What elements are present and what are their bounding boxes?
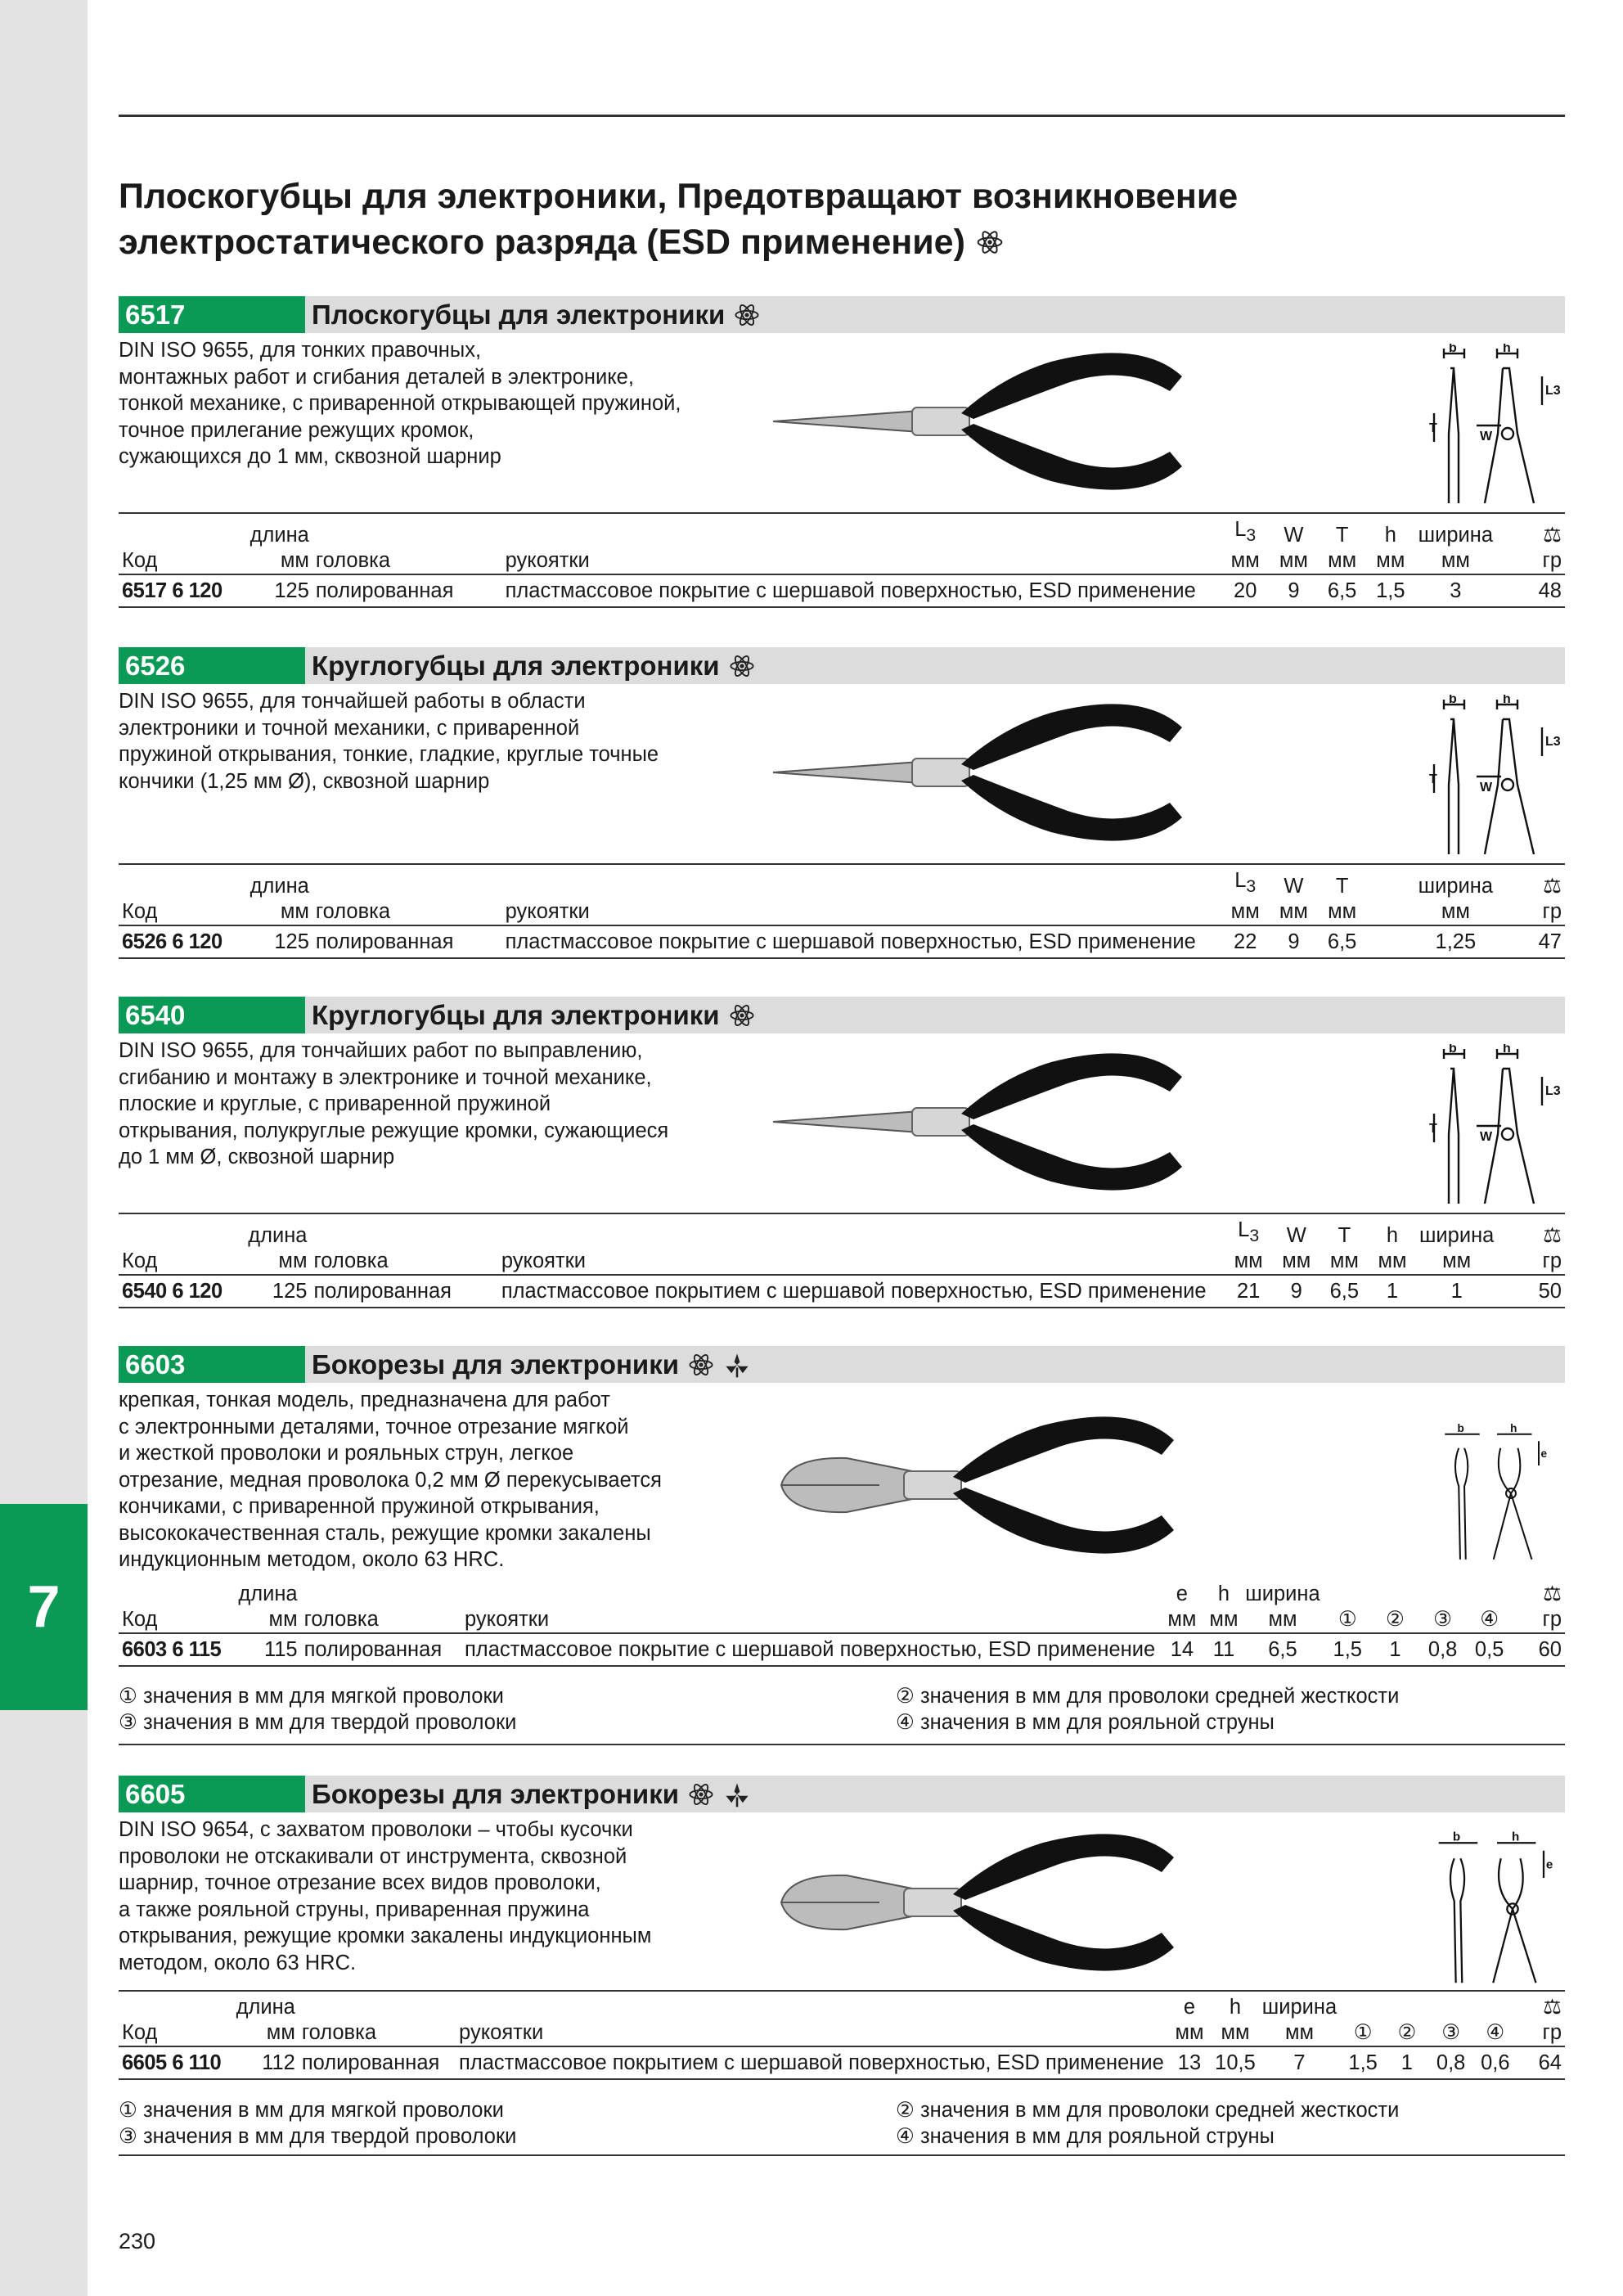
col-e: e (1176, 1582, 1188, 1605)
cell: 64 (1517, 2046, 1565, 2079)
col-wire-soft: ① (1324, 1607, 1372, 1633)
col-T: T (1335, 524, 1349, 547)
product-code: 6540 6 120 (119, 1275, 232, 1308)
section-code: 6603 (119, 1346, 305, 1383)
unit: мм (1224, 1249, 1274, 1275)
unit: мм (1317, 548, 1368, 574)
section-code: 6526 (119, 647, 305, 684)
unit: гр (1498, 1249, 1565, 1275)
cell: 48 (1498, 574, 1565, 607)
cell: 10,5 (1212, 2046, 1259, 2079)
unit: мм (1414, 899, 1497, 925)
unit: мм (1317, 899, 1368, 925)
table-units-row (119, 548, 1565, 574)
desc-line: проволоки не отскакивали от инструмента, сквозной (119, 1844, 627, 1868)
page-title-line2: электростатического разряда (ESD применение) (119, 223, 965, 262)
section-name: Плоскогубцы для электроники (312, 299, 726, 330)
section-name: Круглогубцы для электроники (312, 1000, 720, 1030)
footnote: ③ значения в мм для твердой проволоки (119, 2125, 517, 2148)
desc-line: сгибанию и монтажу в электронике и точной механике, (119, 1065, 652, 1089)
unit: мм (1259, 2020, 1340, 2046)
unit: гр (1498, 548, 1565, 574)
cell: 6,5 (1242, 1633, 1323, 1666)
section-name: Бокорезы для электроники (312, 1349, 680, 1380)
section-description (119, 1038, 765, 1171)
desc-line: плоские и круглые, с приваренной пружиной (119, 1092, 551, 1115)
unit: мм (1270, 899, 1317, 925)
desc-line: до 1 мм Ø, сквозной шарнир (119, 1146, 395, 1168)
col-code: Код (119, 1607, 225, 1633)
unit: мм (225, 2020, 299, 2046)
cell: 115 (225, 1633, 301, 1666)
desc-line: высококачественная сталь, режущие кромки закалены (119, 1521, 651, 1545)
section-description (119, 1387, 765, 1573)
footnote-left (119, 1683, 888, 1736)
desc-line: крепкая, тонкая модель, предназначена для работ (119, 1389, 610, 1411)
section-end-rule (119, 1744, 1565, 1745)
cutting-edge-icon (723, 1781, 751, 1808)
section-header (119, 296, 1565, 333)
cell: 1,5 (1324, 1633, 1372, 1666)
desc-line: с электронными деталями, точное отрезание мягкой (119, 1415, 629, 1438)
col-width: ширина (1418, 1224, 1495, 1248)
weight-icon: ⚖ (1543, 1224, 1562, 1248)
desc-line: и жесткой проволоки и рояльных струн, легкое (119, 1442, 574, 1465)
cell: полированная (301, 1633, 461, 1666)
left-sidebar (0, 0, 88, 2296)
cell: 11 (1206, 1633, 1243, 1666)
desc-line: монтажных работ и сгибания деталей в электронике, (119, 365, 634, 389)
section-name-wrap (312, 1346, 751, 1383)
page-number: 230 (119, 2229, 156, 2253)
col-h: h (1384, 524, 1396, 547)
col-T: T (1338, 1224, 1351, 1248)
product-code: 6603 6 115 (119, 1633, 225, 1666)
cell: 9 (1270, 925, 1317, 958)
cell: 7 (1259, 2046, 1340, 2079)
spec-table (119, 517, 1565, 608)
cell: 1 (1415, 1275, 1498, 1308)
spec-table (119, 868, 1565, 959)
dimension-diagram (1427, 1044, 1567, 1208)
footnote: ① значения в мм для мягкой проволоки (119, 1685, 504, 1708)
col-h: h (1229, 1996, 1242, 2019)
table-top-rule (119, 1213, 1565, 1214)
unit: мм (1320, 1249, 1369, 1275)
unit: гр (1512, 1607, 1565, 1633)
col-e: e (1183, 1996, 1196, 2019)
cell: 0,6 (1474, 2046, 1517, 2079)
desc-line: открывания, режущие кромки закалены индукционным (119, 1925, 652, 1947)
desc-line: тонкой механике, с приваренной открывающей пружиной, (119, 392, 681, 415)
cell: 1,5 (1368, 574, 1414, 607)
unit: мм (1270, 548, 1317, 574)
page-title (119, 173, 1558, 265)
footnote: ③ значения в мм для твердой проволоки (119, 1711, 517, 1734)
esd-icon (975, 227, 1005, 257)
desc-line: DIN ISO 9655, для тончайших работ по выправлению, (119, 1039, 643, 1062)
table-row[interactable] (119, 2046, 1565, 2079)
col-L3: $L_3$ (1238, 1218, 1260, 1246)
desc-line: DIN ISO 9655, для тончайшей работы в области (119, 690, 586, 713)
col-length: длина (236, 1996, 295, 2019)
esd-icon (687, 1351, 715, 1379)
col-head: головка (299, 2020, 456, 2046)
footnote: ① значения в мм для мягкой проволоки (119, 2099, 504, 2122)
col-length: длина (238, 1582, 298, 1605)
cell: 112 (225, 2046, 299, 2079)
col-W: W (1284, 875, 1304, 898)
col-wire-hard: ③ (1418, 1607, 1467, 1633)
col-W: W (1286, 1224, 1306, 1248)
col-h: h (1386, 1224, 1399, 1248)
table-row[interactable] (119, 1275, 1565, 1308)
cell: 1 (1386, 2046, 1428, 2079)
product-section-6540 (119, 997, 1565, 1324)
weight-icon: ⚖ (1543, 1582, 1562, 1605)
col-handles: рукоятки (502, 899, 1221, 925)
col-width: ширина (1418, 524, 1494, 547)
cell: полированная (312, 574, 502, 607)
unit: мм (1369, 1249, 1415, 1275)
footnote: ② значения в мм для проволоки средней жесткости (896, 2099, 1400, 2122)
section-name-wrap (312, 1776, 751, 1812)
section-code: 6540 (119, 997, 305, 1033)
unit: мм (1415, 1249, 1498, 1275)
table-header-row (119, 517, 1565, 548)
section-name-wrap (312, 997, 756, 1033)
cell: 1,5 (1340, 2046, 1386, 2079)
cutting-edge-icon (723, 1351, 751, 1379)
cell: полированная (310, 1275, 497, 1308)
desc-line: DIN ISO 9654, с захватом проволоки – чтобы кусочки (119, 1818, 633, 1841)
cell: 1,25 (1414, 925, 1497, 958)
table-top-rule (119, 1990, 1565, 1992)
section-name: Бокорезы для электроники (312, 1779, 680, 1809)
table-row[interactable] (119, 925, 1565, 958)
col-handles: рукоятки (502, 548, 1221, 574)
desc-line: шарнир, точное отрезание всех видов проволоки, (119, 1871, 601, 1894)
col-code: Код (119, 548, 232, 574)
section-description (119, 1817, 765, 1976)
unit: мм (1414, 548, 1497, 574)
cell: 50 (1498, 1275, 1565, 1308)
section-header (119, 1346, 1565, 1383)
footnote-right (896, 1683, 1550, 1736)
table-units-row (119, 1249, 1565, 1275)
table-units-row (119, 2020, 1565, 2046)
desc-line: пружиной открывания, тонкие, гладкие, круглые точные (119, 743, 659, 766)
col-head: головка (312, 899, 502, 925)
product-section-6526 (119, 647, 1565, 975)
col-head: головка (301, 1607, 461, 1633)
table-top-rule (119, 863, 1565, 865)
col-width: ширина (1245, 1582, 1320, 1605)
col-length: длина (250, 524, 309, 547)
col-wire-piano: ④ (1467, 1607, 1512, 1633)
section-header (119, 647, 1565, 684)
esd-icon (728, 1002, 756, 1029)
unit: мм (232, 1249, 311, 1275)
section-name-wrap (312, 296, 761, 333)
cell: 6,5 (1317, 574, 1368, 607)
spec-table (119, 1218, 1565, 1308)
spec-table (119, 1582, 1565, 1667)
col-head: головка (310, 1249, 497, 1275)
table-row[interactable] (119, 1633, 1565, 1666)
unit: мм (1274, 1249, 1320, 1275)
unit: мм (225, 1607, 301, 1633)
cell: пластмассовое покрытием с шершавой поверхностью, ESD применение (456, 2046, 1167, 2079)
chapter-tab[interactable]: 7 (0, 1504, 88, 1710)
unit: мм (232, 899, 312, 925)
footnote-right (896, 2097, 1550, 2150)
col-wire-medium: ② (1372, 1607, 1418, 1633)
col-wire-hard: ③ (1428, 2020, 1474, 2046)
pliers-image (757, 1044, 1215, 1200)
cell: 21 (1224, 1275, 1274, 1308)
col-code: Код (119, 1249, 232, 1275)
desc-line: кончики (1,25 мм Ø), сквозной шарнир (119, 769, 490, 793)
desc-line: индукционным методом, около 63 HRC. (119, 1548, 505, 1571)
product-section-6517 (119, 296, 1565, 624)
desc-line: DIN ISO 9655, для тонких правочных, (119, 339, 482, 362)
cell: 125 (232, 925, 312, 958)
section-end-rule (119, 2154, 1565, 2156)
esd-icon (687, 1781, 715, 1808)
section-description (119, 337, 765, 470)
table-top-rule (119, 512, 1565, 514)
desc-line: кончиками, с приваренной пружиной открывания, (119, 1495, 600, 1518)
col-handles: рукоятки (456, 2020, 1167, 2046)
unit: мм (232, 548, 312, 574)
col-L3: $L_3$ (1234, 518, 1257, 546)
cell: 20 (1220, 574, 1270, 607)
unit: мм (1242, 1607, 1323, 1633)
col-W: W (1284, 524, 1304, 547)
footnote-left (119, 2097, 888, 2150)
col-code: Код (119, 2020, 225, 2046)
table-units-row (119, 899, 1565, 925)
col-head: головка (312, 548, 502, 574)
cell: 0,8 (1418, 1633, 1467, 1666)
cell: 125 (232, 574, 312, 607)
unit: мм (1206, 1607, 1243, 1633)
table-row[interactable] (119, 574, 1565, 607)
cell: 9 (1274, 1275, 1320, 1308)
desc-line: сужающихся до 1 мм, сквозной шарнир (119, 445, 501, 468)
col-length: длина (248, 1224, 308, 1248)
cell: пластмассовое покрытие с шершавой поверхностью, ESD применение (502, 574, 1221, 607)
unit: мм (1368, 548, 1414, 574)
page-title-line1: Плоскогубцы для электроники, Предотвращают возникновение (119, 177, 1239, 216)
col-code: Код (119, 899, 232, 925)
product-section-6605 (119, 1776, 1565, 2201)
product-code: 6526 6 120 (119, 925, 232, 958)
cell: 60 (1512, 1633, 1565, 1666)
footnote: ② значения в мм для проволоки средней жесткости (896, 1685, 1400, 1708)
footnote: ④ значения в мм для рояльной струны (896, 2125, 1275, 2148)
table-header-row (119, 1995, 1565, 2020)
cell: 0,5 (1467, 1633, 1512, 1666)
product-section-6603 (119, 1346, 1565, 1772)
unit: мм (1167, 2020, 1212, 2046)
cell: 9 (1270, 574, 1317, 607)
desc-line: электроники и точной механики, с приваренной (119, 716, 580, 740)
cell: 47 (1498, 925, 1565, 958)
section-code: 6517 (119, 296, 305, 333)
cell: 6,5 (1320, 1275, 1369, 1308)
col-T: T (1335, 875, 1349, 898)
esd-icon (728, 652, 756, 680)
dimension-diagram (1427, 695, 1567, 858)
section-description (119, 688, 765, 795)
col-handles: рукоятки (498, 1249, 1224, 1275)
unit: мм (1220, 899, 1270, 925)
dimension-diagram (1427, 1831, 1567, 1987)
table-header-row (119, 1582, 1565, 1607)
table-units-row (119, 1607, 1565, 1633)
cell: 22 (1220, 925, 1270, 958)
desc-line: отрезание, медная проволока 0,2 мм Ø перекусывается (119, 1468, 662, 1492)
col-wire-piano: ④ (1474, 2020, 1517, 2046)
cell: пластмассовое покрытие с шершавой поверхностью, ESD применение (461, 1633, 1158, 1666)
product-code: 6517 6 120 (119, 574, 232, 607)
desc-line: открывания, полукруглые режущие кромки, сужающиеся (119, 1119, 669, 1142)
unit: мм (1212, 2020, 1259, 2046)
spec-table (119, 1995, 1565, 2080)
top-rule (119, 115, 1565, 117)
cell: полированная (299, 2046, 456, 2079)
cell: 1 (1372, 1633, 1418, 1666)
cell: 3 (1414, 574, 1497, 607)
cutters-image (757, 1407, 1215, 1563)
desc-line: методом, около 63 HRC. (119, 1951, 357, 1974)
col-L3: $L_3$ (1234, 869, 1257, 897)
col-wire-medium: ② (1386, 2020, 1428, 2046)
weight-icon: ⚖ (1543, 1996, 1562, 2019)
cell: 13 (1167, 2046, 1212, 2079)
weight-icon: ⚖ (1543, 875, 1562, 898)
unit: гр (1517, 2020, 1565, 2046)
section-name-wrap (312, 647, 756, 684)
col-width: ширина (1418, 875, 1494, 898)
table-header-row (119, 1218, 1565, 1249)
section-header (119, 997, 1565, 1033)
col-wire-soft: ① (1340, 2020, 1386, 2046)
section-code: 6605 (119, 1776, 305, 1812)
cell: 1 (1369, 1275, 1415, 1308)
esd-icon (733, 301, 761, 329)
section-name: Круглогубцы для электроники (312, 651, 720, 681)
pliers-image (757, 695, 1215, 850)
section-header (119, 1776, 1565, 1812)
footnote: ④ значения в мм для рояльной струны (896, 1711, 1275, 1734)
unit: гр (1498, 899, 1565, 925)
cutters-image (757, 1825, 1215, 1980)
product-code: 6605 6 110 (119, 2046, 225, 2079)
col-length: длина (250, 875, 309, 898)
unit: мм (1220, 548, 1270, 574)
col-width: ширина (1261, 1996, 1338, 2019)
weight-icon: ⚖ (1543, 524, 1562, 547)
dimension-diagram (1427, 1424, 1567, 1563)
desc-line: точное прилегание режущих кромок, (119, 418, 474, 442)
cell: 14 (1158, 1633, 1205, 1666)
cell: 0,8 (1428, 2046, 1474, 2079)
pliers-image (757, 344, 1215, 499)
col-h: h (1217, 1582, 1230, 1605)
dimension-diagram (1427, 344, 1567, 507)
col-handles: рукоятки (461, 1607, 1158, 1633)
cell: пластмассовое покрытием с шершавой поверхностью, ESD применение (498, 1275, 1224, 1308)
cell: 6,5 (1317, 925, 1368, 958)
desc-line: а также рояльной струны, приваренная пружина (119, 1898, 590, 1921)
cell: 125 (232, 1275, 311, 1308)
cell: пластмассовое покрытие с шершавой поверхностью, ESD применение (502, 925, 1221, 958)
cell: полированная (312, 925, 502, 958)
table-header-row (119, 868, 1565, 899)
unit: мм (1158, 1607, 1205, 1633)
